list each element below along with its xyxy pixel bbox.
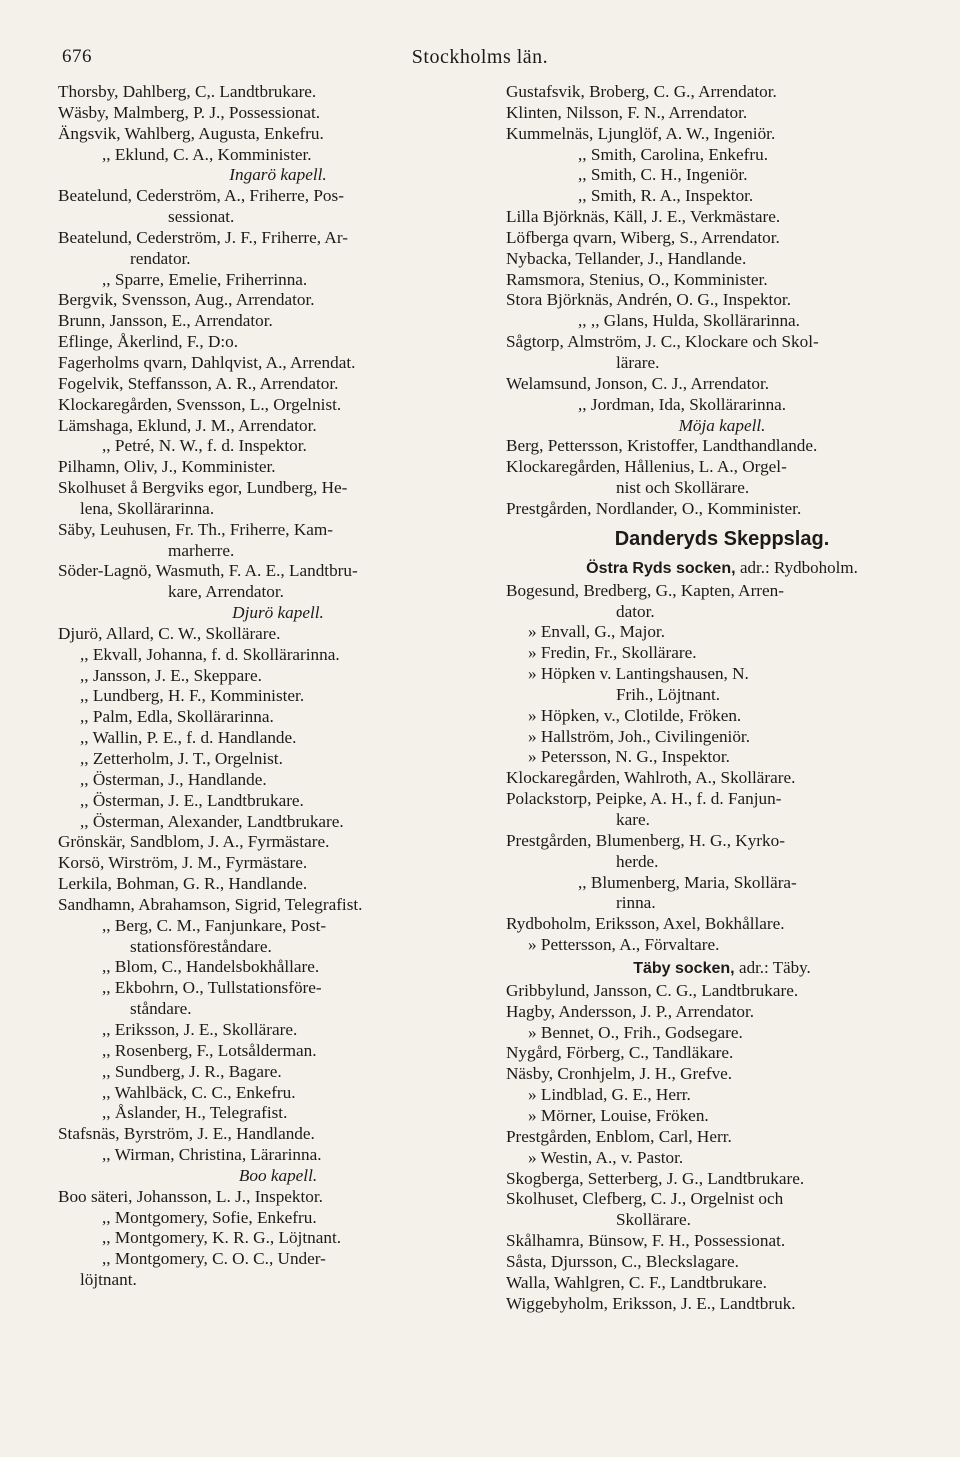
- directory-entry: [58, 999, 498, 1020]
- directory-entry-text: Sågtorp, Almström, J. C., Klockare och Skol-: [506, 332, 819, 352]
- directory-entry: [58, 1020, 498, 1041]
- directory-entry: [58, 1062, 498, 1083]
- directory-entry-text: ,, Ekbohrn, O., Tullstationsföre-: [102, 978, 322, 998]
- directory-entry-text: ,, Wahlbäck, C. C., Enkefru.: [102, 1082, 296, 1102]
- directory-entry-text: lena, Skollärarinna.: [80, 498, 215, 518]
- directory-entry: [506, 935, 938, 956]
- directory-entry-text: ,, Eriksson, J. E., Skollärare.: [102, 1019, 298, 1039]
- directory-entry-text: Skogberga, Setterberg, J. G., Landtbrukare.: [506, 1168, 805, 1188]
- directory-entry-text: rendator.: [130, 248, 191, 268]
- directory-entry-text: Fogelvik, Steffansson, A. R., Arrendator.: [58, 373, 339, 393]
- directory-entry-text: ,, Smith, C. H., Ingeniör.: [578, 165, 748, 185]
- directory-entry-text: Brunn, Jansson, E., Arrendator.: [58, 311, 273, 331]
- directory-entry-text: ,, Zetterholm, J. T., Orgelnist.: [80, 749, 283, 768]
- directory-entry: [506, 1085, 938, 1106]
- directory-entry: [58, 436, 498, 457]
- directory-entry-text: kare.: [616, 810, 650, 829]
- directory-entry-text: ,, Smith, R. A., Inspektor.: [578, 186, 754, 206]
- directory-entry: [506, 1043, 938, 1064]
- directory-entry: [58, 1270, 498, 1291]
- directory-entry-text: herde.: [616, 851, 659, 871]
- parish-address: adr.: Rydboholm.: [740, 557, 858, 577]
- directory-entry-text: » Lindblad, G. E., Herr.: [528, 1085, 691, 1105]
- directory-entry-text: Korsö, Wirström, J. M., Fyrmästare.: [58, 853, 308, 873]
- directory-entry: [58, 207, 498, 228]
- directory-entry: [58, 1187, 498, 1208]
- directory-entry-text: Skolhuset å Bergviks egor, Lundberg, He-: [58, 478, 348, 498]
- directory-entry: [58, 1103, 498, 1124]
- parish-heading: [506, 956, 938, 981]
- directory-entry: [506, 1002, 938, 1023]
- directory-entry-text: Prestgården, Blumenberg, H. G., Kyrko-: [506, 830, 785, 850]
- directory-entry: [58, 82, 498, 103]
- directory-entry: [58, 791, 498, 812]
- directory-entry: [506, 332, 938, 353]
- directory-entry-text: marherre.: [168, 540, 235, 560]
- directory-entry: [506, 1231, 938, 1252]
- directory-entry-text: stationsföreståndare.: [130, 936, 272, 956]
- directory-entry: [506, 1127, 938, 1148]
- directory-entry: [58, 124, 498, 145]
- directory-entry: [58, 374, 498, 395]
- directory-entry: [58, 770, 498, 791]
- directory-entry: [58, 1124, 498, 1145]
- directory-entry: [506, 1106, 938, 1127]
- directory-entry: [58, 1083, 498, 1104]
- directory-entry-text: Klockaregården, Hållenius, L. A., Orgel-: [506, 457, 787, 477]
- directory-entry-text: ,, Montgomery, K. R. G., Löjtnant.: [102, 1228, 342, 1248]
- directory-entry: [506, 499, 938, 520]
- directory-entry-text: Klockaregården, Svensson, L., Orgelnist.: [58, 394, 342, 414]
- directory-entry-text: Eflinge, Åkerlind, F., D:o.: [58, 332, 239, 352]
- directory-entry: [506, 228, 938, 249]
- directory-entry: [58, 957, 498, 978]
- directory-entry: [58, 582, 498, 603]
- directory-entry: [506, 622, 938, 643]
- directory-entry-text: Söder-Lagnö, Wasmuth, F. A. E., Landtbru-: [58, 561, 358, 581]
- directory-entry: [58, 395, 498, 416]
- directory-entry-text: » Pettersson, A., Förvaltare.: [528, 935, 720, 955]
- chapel-heading-text: Möja kapell.: [678, 415, 766, 435]
- directory-entry-text: Thorsby, Dahlberg, C,. Landtbrukare.: [58, 82, 317, 101]
- directory-entry: [506, 311, 938, 332]
- directory-entry: [58, 541, 498, 562]
- directory-entry: [506, 207, 938, 228]
- directory-entry-text: ,, Österman, Alexander, Landtbrukare.: [80, 811, 344, 831]
- directory-entry-text: sessionat.: [168, 207, 235, 227]
- directory-entry: [506, 1252, 938, 1273]
- directory-entry-text: Rydboholm, Eriksson, Axel, Bokhållare.: [506, 914, 785, 934]
- directory-entry: [58, 1208, 498, 1229]
- directory-entry-text: Lämshaga, Eklund, J. M., Arrendator.: [58, 415, 317, 435]
- directory-entry-text: Beatelund, Cederström, A., Friherre, Pos-: [58, 186, 344, 206]
- directory-entry: [506, 290, 938, 311]
- directory-entry: [58, 624, 498, 645]
- directory-entry: [58, 978, 498, 999]
- parish-heading: [506, 556, 938, 581]
- directory-entry-text: Gribbylund, Jansson, C. G., Landtbrukare.: [506, 980, 799, 1000]
- directory-entry-text: ,, Montgomery, Sofie, Enkefru.: [102, 1207, 317, 1227]
- directory-entry-text: Grönskär, Sandblom, J. A., Fyrmästare.: [58, 832, 330, 852]
- directory-entry: [506, 1169, 938, 1190]
- directory-entry: [506, 1064, 938, 1085]
- directory-entry: [58, 478, 498, 499]
- directory-entry-text: ,, Smith, Carolina, Enkefru.: [578, 144, 768, 164]
- directory-entry: [58, 249, 498, 270]
- directory-entry-text: » Höpken, v., Clotilde, Fröken.: [528, 705, 742, 725]
- directory-entry-text: ,, Österman, J. E., Landtbrukare.: [80, 790, 304, 810]
- directory-entry: [506, 893, 938, 914]
- directory-entry-text: Löfberga qvarn, Wiberg, S., Arrendator.: [506, 227, 780, 247]
- directory-entry-text: Stafsnäs, Byrström, J. E., Handlande.: [58, 1124, 315, 1144]
- directory-entry-text: Nybacka, Tellander, J., Handlande.: [506, 248, 747, 268]
- directory-entry: [506, 1294, 938, 1315]
- directory-entry-text: Djurö, Allard, C. W., Skollärare.: [58, 623, 281, 643]
- directory-entry-text: Wäsby, Malmberg, P. J., Possessionat.: [58, 102, 321, 122]
- directory-entry-text: Bergvik, Svensson, Aug., Arrendator.: [58, 290, 315, 310]
- running-head: Stockholms län.: [411, 46, 549, 68]
- district-heading: [506, 524, 938, 554]
- directory-entry-text: Skollärare.: [616, 1210, 691, 1230]
- directory-entry-text: ,, Palm, Edla, Skollärarinna.: [80, 707, 274, 727]
- directory-entry-text: ,, Ekvall, Johanna, f. d. Skollärarinna.: [80, 644, 340, 664]
- right-column: [506, 82, 938, 1314]
- directory-entry-text: Walla, Wahlgren, C. F., Landtbrukare.: [506, 1272, 767, 1292]
- directory-entry: [506, 685, 938, 706]
- directory-entry: [58, 561, 498, 582]
- directory-entry-text: Prestgården, Enblom, Carl, Herr.: [506, 1126, 732, 1146]
- directory-entry-text: dator.: [616, 601, 655, 621]
- directory-entry: [506, 602, 938, 623]
- directory-entry-text: Berg, Pettersson, Kristoffer, Landthandlande.: [506, 436, 818, 456]
- directory-entry: [58, 749, 498, 770]
- directory-entry: [58, 707, 498, 728]
- directory-entry: [506, 706, 938, 727]
- chapel-heading-text: Boo kapell.: [238, 1165, 318, 1185]
- directory-entry: [506, 914, 938, 935]
- directory-entry-text: ,, Blumenberg, Maria, Skollära-: [578, 872, 797, 892]
- directory-entry: [506, 768, 938, 789]
- directory-entry: [58, 645, 498, 666]
- directory-entry: [506, 643, 938, 664]
- directory-entry-text: Gustafsvik, Broberg, C. G., Arrendator.: [506, 82, 777, 101]
- directory-entry: [58, 353, 498, 374]
- directory-entry: [58, 186, 498, 207]
- left-column: [58, 82, 498, 1291]
- directory-entry-text: Welamsund, Jonson, C. J., Arrendator.: [506, 373, 770, 393]
- directory-entry: [58, 520, 498, 541]
- directory-entry: [506, 747, 938, 768]
- directory-entry: [58, 103, 498, 124]
- directory-entry: [58, 937, 498, 958]
- directory-entry-text: » Westin, A., v. Pastor.: [528, 1147, 684, 1167]
- parish-heading-text: Östra Ryds socken,: [586, 559, 736, 577]
- directory-entry: [58, 686, 498, 707]
- directory-entry: [58, 1228, 498, 1249]
- chapel-heading: [506, 416, 938, 437]
- directory-entry-text: Polackstorp, Peipke, A. H., f. d. Fanjun-: [506, 789, 782, 809]
- directory-entry: [58, 812, 498, 833]
- directory-entry-text: ,, Jansson, J. E., Skeppare.: [80, 665, 262, 685]
- directory-entry-text: Lilla Björknäs, Käll, J. E., Verkmästare.: [506, 207, 781, 227]
- directory-entry: [506, 1273, 938, 1294]
- directory-entry: [506, 852, 938, 873]
- chapel-heading-text: Ingarö kapell.: [229, 165, 327, 185]
- directory-entry: [506, 249, 938, 270]
- directory-entry: [506, 727, 938, 748]
- directory-entry: [58, 1145, 498, 1166]
- directory-entry: [506, 664, 938, 685]
- directory-entry: [58, 499, 498, 520]
- directory-entry-text: Ängsvik, Wahlberg, Augusta, Enkefru.: [58, 123, 324, 143]
- directory-entry-text: Pilhamn, Oliv, J., Komminister.: [58, 457, 276, 477]
- directory-entry: [506, 124, 938, 145]
- directory-entry-text: Sandhamn, Abrahamson, Sigrid, Telegrafist.: [58, 894, 363, 914]
- directory-entry: [58, 311, 498, 332]
- directory-entry-text: Beatelund, Cederström, J. F., Friherre, Ar-: [58, 227, 348, 247]
- directory-entry-text: ,, Montgomery, C. O. C., Under-: [102, 1249, 326, 1269]
- directory-entry-text: rinna.: [616, 893, 656, 913]
- directory-entry: [506, 810, 938, 831]
- directory-entry: [506, 478, 938, 499]
- directory-entry-text: Skålhamra, Bünsow, F. H., Possessionat.: [506, 1231, 786, 1251]
- directory-entry: [506, 873, 938, 894]
- directory-entry-text: Prestgården, Nordlander, O., Komminister.: [506, 498, 802, 518]
- directory-entry-text: Bogesund, Bredberg, G., Kapten, Arren-: [506, 580, 784, 600]
- directory-entry-text: Ramsmora, Stenius, O., Komminister.: [506, 269, 768, 289]
- directory-entry-text: ,, Petré, N. W., f. d. Inspektor.: [102, 436, 307, 456]
- directory-entry-text: ,, Blom, C., Handelsbokhållare.: [102, 957, 320, 977]
- directory-entry-text: Säby, Leuhusen, Fr. Th., Friherre, Kam-: [58, 519, 333, 539]
- directory-entry: [506, 981, 938, 1002]
- directory-entry-text: kare, Arrendator.: [168, 582, 284, 602]
- directory-entry-text: » Bennet, O., Frih., Godsegare.: [528, 1022, 743, 1042]
- directory-entry: [506, 103, 938, 124]
- directory-entry-text: Hagby, Andersson, J. P., Arrendator.: [506, 1001, 755, 1021]
- directory-entry-text: Fagerholms qvarn, Dahlqvist, A., Arrendat.: [58, 352, 356, 372]
- directory-entry: [506, 436, 938, 457]
- directory-entry-text: Nygård, Förberg, C., Tandläkare.: [506, 1043, 734, 1063]
- directory-entry-text: Boo säteri, Johansson, L. J., Inspektor.: [58, 1186, 323, 1206]
- directory-entry-text: ,, Rosenberg, F., Lotsålderman.: [102, 1040, 317, 1060]
- directory-entry-text: Skolhuset, Clefberg, C. J., Orgelnist och: [506, 1189, 784, 1209]
- directory-entry-text: » Petersson, N. G., Inspektor.: [528, 747, 730, 767]
- directory-entry-text: Klinten, Nilsson, F. N., Arrendator.: [506, 102, 748, 122]
- directory-entry-text: » Envall, G., Major.: [528, 622, 666, 642]
- directory-entry: [506, 374, 938, 395]
- directory-entry: [506, 82, 938, 103]
- directory-entry-text: Wiggebyholm, Eriksson, J. E., Landtbruk.: [506, 1293, 796, 1313]
- directory-entry: [506, 1148, 938, 1169]
- directory-entry: [506, 1023, 938, 1044]
- directory-entry-text: Stora Björknäs, Andrén, O. G., Inspektor.: [506, 290, 791, 310]
- directory-entry-text: ,, Jordman, Ida, Skollärarinna.: [578, 394, 787, 414]
- directory-entry-text: » Fredin, Fr., Skollärare.: [528, 643, 697, 663]
- chapel-heading: [58, 165, 498, 186]
- directory-entry-text: ,, Lundberg, H. F., Komminister.: [80, 686, 305, 706]
- directory-entry-text: Frih., Löjtnant.: [616, 684, 721, 704]
- directory-entry: [58, 332, 498, 353]
- directory-entry: [506, 1210, 938, 1231]
- directory-entry-text: ,, Eklund, C. A., Komminister.: [102, 144, 312, 164]
- directory-entry: [506, 186, 938, 207]
- directory-entry-text: Näsby, Cronhjelm, J. H., Grefve.: [506, 1064, 733, 1084]
- parish-heading-text: Täby socken,: [633, 959, 735, 977]
- directory-entry-text: ,, Wallin, P. E., f. d. Handlande.: [80, 728, 297, 748]
- directory-entry-text: Klockaregården, Wahlroth, A., Skollärare.: [506, 768, 796, 788]
- directory-entry-text: » Mörner, Louise, Fröken.: [528, 1105, 709, 1125]
- directory-entry-text: » Hallström, Joh., Civilingeniör.: [528, 726, 751, 746]
- directory-entry: [506, 1189, 938, 1210]
- chapel-heading-text: Djurö kapell.: [232, 603, 324, 623]
- chapel-heading: [58, 603, 498, 624]
- directory-entry-text: ,, Åslander, H., Telegrafist.: [102, 1103, 288, 1123]
- directory-entry: [58, 1249, 498, 1270]
- district-heading-text: Danderyds Skeppslag.: [614, 527, 830, 550]
- directory-entry: [58, 457, 498, 478]
- directory-entry: [506, 353, 938, 374]
- directory-entry-text: Såsta, Djursson, C., Bleckslagare.: [506, 1251, 739, 1271]
- directory-entry: [506, 581, 938, 602]
- directory-entry: [58, 290, 498, 311]
- directory-entry-text: Lerkila, Bohman, G. R., Handlande.: [58, 874, 308, 894]
- directory-entry: [58, 1041, 498, 1062]
- directory-entry: [58, 666, 498, 687]
- directory-entry: [58, 270, 498, 291]
- directory-entry: [58, 874, 498, 895]
- directory-entry-text: » Höpken v. Lantingshausen, N.: [528, 664, 749, 684]
- directory-entry: [506, 270, 938, 291]
- directory-entry-text: ,, Berg, C. M., Fanjunkare, Post-: [102, 915, 327, 935]
- parish-address: adr.: Täby.: [739, 957, 811, 977]
- directory-entry: [506, 457, 938, 478]
- directory-entry-text: ståndare.: [130, 999, 192, 1019]
- directory-entry-text: lärare.: [616, 352, 660, 372]
- directory-entry: [506, 395, 938, 416]
- directory-entry-text: ,, ,, Glans, Hulda, Skollärarinna.: [578, 311, 800, 331]
- directory-entry-text: ,, Sparre, Emelie, Friherrinna.: [102, 269, 308, 289]
- directory-entry-text: ,, Wirman, Christina, Lärarinna.: [102, 1145, 322, 1165]
- directory-entry: [58, 916, 498, 937]
- chapel-heading: [58, 1166, 498, 1187]
- directory-entry: [58, 853, 498, 874]
- directory-entry-text: Kummelnäs, Ljunglöf, A. W., Ingeniör.: [506, 123, 776, 143]
- directory-entry-text: ,, Österman, J., Handlande.: [80, 769, 267, 789]
- directory-entry-text: ,, Sundberg, J. R., Bagare.: [102, 1061, 282, 1081]
- directory-entry: [506, 165, 938, 186]
- directory-entry-text: löjtnant.: [80, 1270, 137, 1290]
- directory-entry: [58, 895, 498, 916]
- directory-entry: [58, 416, 498, 437]
- directory-entry: [506, 145, 938, 166]
- page-number: 676: [62, 46, 92, 67]
- directory-entry: [506, 789, 938, 810]
- directory-entry-text: nist och Skollärare.: [616, 478, 750, 498]
- directory-entry: [58, 728, 498, 749]
- directory-entry: [58, 145, 498, 166]
- directory-entry: [58, 832, 498, 853]
- directory-entry: [58, 228, 498, 249]
- directory-entry: [506, 831, 938, 852]
